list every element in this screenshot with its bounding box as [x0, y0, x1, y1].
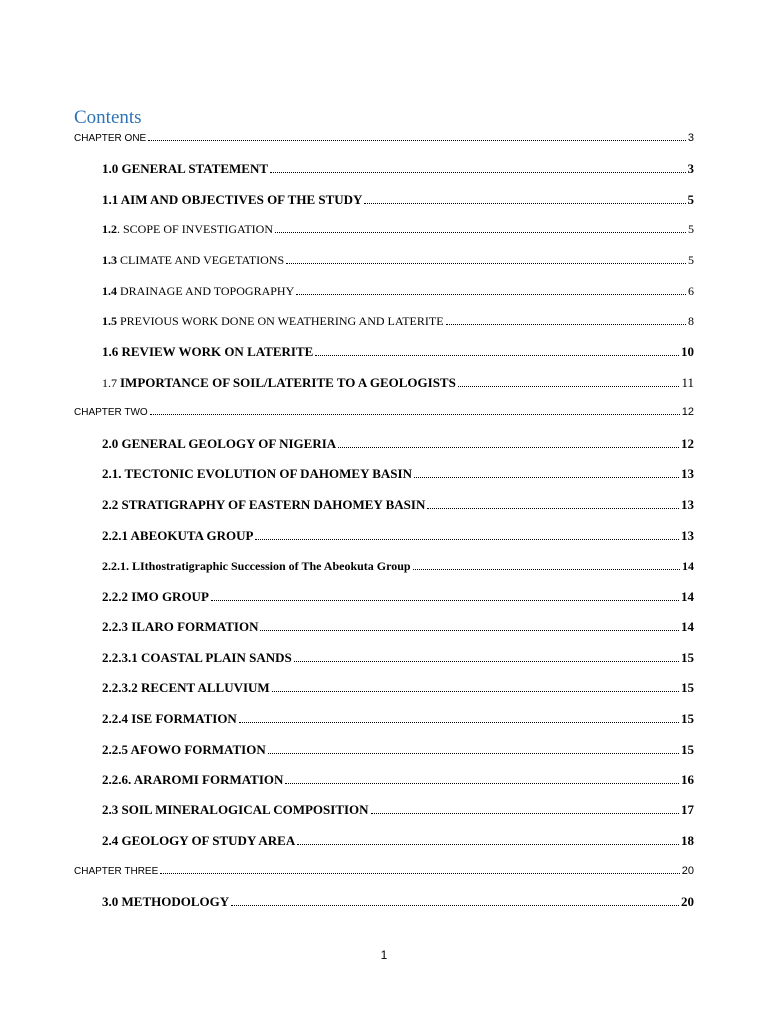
toc-label: IMPORTANCE OF SOIL/LATERITE TO A GEOLOGISTS	[120, 375, 456, 390]
toc-number: 2.2.2	[102, 589, 132, 604]
toc-number: 1.6	[102, 344, 122, 359]
toc-label: ABEOKUTA GROUP	[130, 528, 254, 543]
toc-leader	[231, 904, 679, 906]
toc-leader	[268, 752, 679, 754]
toc-label: CHAPTER ONE	[74, 133, 147, 144]
toc-page-number: 13	[681, 528, 694, 543]
toc-page-number: 15	[681, 742, 694, 757]
toc-label: LIthostratigraphic Succession of The Abeokuta Group	[132, 559, 411, 573]
toc-page-number: 5	[687, 192, 694, 207]
toc-leader	[413, 568, 680, 570]
toc-page-number: 8	[688, 314, 694, 328]
toc-label: IMO GROUP	[131, 589, 209, 604]
toc-entry[interactable]	[102, 802, 694, 818]
toc-entry-chapter-two[interactable]	[74, 406, 694, 418]
toc-page-number: 3	[687, 132, 694, 144]
toc-leader	[255, 538, 679, 540]
toc-label: GENERAL STATEMENT	[121, 161, 269, 176]
toc-label: COASTAL PLAIN SANDS	[141, 650, 292, 665]
toc-entry[interactable]	[102, 284, 694, 299]
toc-label: SOIL MINERALOGICAL COMPOSITION	[121, 802, 369, 817]
toc-label: PREVIOUS WORK DONE ON WEATHERING AND LATERITE	[120, 314, 444, 328]
toc-page-number: 14	[681, 619, 694, 634]
toc-entry[interactable]	[102, 344, 694, 360]
toc-leader	[338, 446, 679, 448]
toc-label: GENERAL GEOLOGY OF NIGERIA	[121, 436, 337, 451]
toc-label: RECENT ALLUVIUM	[141, 680, 270, 695]
toc-number: 1.1	[102, 192, 121, 207]
toc-label: METHODOLOGY	[121, 894, 230, 909]
toc-entry[interactable]	[102, 466, 694, 482]
toc-entry[interactable]	[102, 375, 694, 391]
toc-entry[interactable]	[102, 650, 694, 666]
toc-leader	[286, 262, 686, 264]
toc-page-number: 13	[681, 466, 694, 481]
toc-page-number: 17	[681, 802, 694, 817]
toc-number: 1.2	[102, 222, 117, 236]
toc-label: ILARO FORMATION	[131, 619, 259, 634]
toc-entry[interactable]	[102, 680, 694, 696]
toc-entry[interactable]	[102, 742, 694, 758]
toc-page-number: 20	[681, 865, 694, 877]
toc-entry[interactable]	[102, 619, 694, 635]
toc-number: 2.3	[102, 802, 122, 817]
toc-label: AFOWO FORMATION	[130, 742, 266, 757]
toc-entry[interactable]	[102, 192, 694, 208]
toc-number: 1.7	[102, 376, 120, 390]
toc-label: STRATIGRAPHY OF EASTERN DAHOMEY BASIN	[121, 497, 426, 512]
toc-leader	[294, 660, 679, 662]
toc-page-number: 15	[681, 650, 694, 665]
toc-label: AIM AND OBJECTIVES OF THE STUDY	[120, 192, 363, 207]
toc-leader	[272, 690, 679, 692]
toc-leader	[160, 872, 679, 874]
toc-page-number: 18	[681, 833, 694, 848]
toc-page-number: 16	[681, 772, 694, 787]
toc-label: CHAPTER THREE	[74, 866, 159, 877]
toc-leader	[296, 293, 686, 295]
toc-number: 2.2.3	[102, 619, 132, 634]
toc-page-number: 20	[681, 894, 694, 909]
toc-leader	[364, 202, 685, 204]
toc-page-number: 10	[681, 344, 694, 359]
toc-page-number: 11	[681, 375, 694, 390]
toc-leader	[371, 812, 679, 814]
toc-leader	[446, 323, 686, 325]
toc-leader	[275, 231, 686, 233]
toc-entry[interactable]	[102, 772, 694, 788]
toc-number: 2.2.4	[102, 711, 132, 726]
toc-leader	[150, 413, 680, 415]
toc-page-number: 5	[688, 222, 694, 236]
toc-number: 2.0	[102, 436, 122, 451]
toc-number: 2.2.3.2	[102, 680, 141, 695]
toc-leader	[260, 629, 679, 631]
toc-leader	[239, 721, 679, 723]
toc-entry[interactable]	[102, 711, 694, 727]
toc-page-number: 14	[681, 589, 694, 604]
toc-number: 1.0	[102, 161, 122, 176]
toc-label: CLIMATE AND VEGETATIONS	[120, 253, 285, 267]
toc-entry-chapter-three[interactable]	[74, 865, 694, 877]
toc-leader	[148, 139, 686, 141]
contents-heading: Contents	[74, 107, 142, 128]
toc-entry[interactable]	[102, 161, 694, 177]
toc-label: ISE FORMATION	[131, 711, 237, 726]
toc-number: 2.1.	[102, 466, 125, 481]
toc-entry[interactable]	[102, 559, 694, 574]
toc-number: 1.4	[102, 284, 120, 298]
toc-page-number: 12	[681, 436, 694, 451]
toc-number: 2.2.3.1	[102, 650, 141, 665]
toc-entry[interactable]	[102, 589, 694, 605]
toc-page-number: 14	[682, 559, 694, 573]
toc-leader	[211, 599, 679, 601]
toc-leader	[427, 507, 679, 509]
toc-leader	[315, 354, 679, 356]
toc-label: DRAINAGE AND TOPOGRAPHY	[120, 284, 295, 298]
toc-entry[interactable]	[102, 436, 694, 452]
toc-page-number: 15	[681, 711, 694, 726]
toc-label: TECTONIC EVOLUTION OF DAHOMEY BASIN	[124, 466, 412, 481]
toc-page-number: 15	[681, 680, 694, 695]
toc-number: 2.2.1	[102, 528, 131, 543]
page-footer-number: 1	[380, 948, 388, 962]
toc-page-number: 13	[681, 497, 694, 512]
toc-leader	[270, 171, 685, 173]
toc-leader	[414, 476, 679, 478]
toc-page-number: 3	[687, 161, 694, 176]
toc-number: 2.2.6.	[102, 772, 134, 787]
toc-entry[interactable]	[102, 894, 694, 910]
toc-page-number: 12	[681, 406, 694, 418]
toc-label: GEOLOGY OF STUDY AREA	[121, 833, 296, 848]
toc-leader	[285, 782, 679, 784]
toc-label: ARAROMI FORMATION	[133, 772, 284, 787]
toc-label: . SCOPE OF INVESTIGATION	[117, 222, 274, 236]
toc-page-number: 5	[688, 253, 694, 267]
toc-number: 2.2	[102, 497, 122, 512]
toc-label: REVIEW WORK ON LATERITE	[121, 344, 314, 359]
toc-entry[interactable]	[102, 253, 694, 268]
toc-number: 3.0	[102, 894, 122, 909]
toc-entry[interactable]	[102, 528, 694, 544]
toc-number: 2.2.5	[102, 742, 131, 757]
toc-entry[interactable]	[102, 497, 694, 513]
toc-entry-chapter-one[interactable]	[74, 132, 694, 144]
toc-entry[interactable]	[102, 222, 694, 237]
toc-number: 2.4	[102, 833, 122, 848]
toc-entry[interactable]	[102, 833, 694, 849]
toc-number: 1.5	[102, 314, 120, 328]
toc-number: 1.3	[102, 253, 120, 267]
toc-page-number: 6	[688, 284, 694, 298]
toc-leader	[458, 385, 680, 387]
toc-entry[interactable]	[102, 314, 694, 329]
toc-leader	[297, 843, 679, 845]
toc-number: 2.2.1.	[102, 559, 132, 573]
toc-label: CHAPTER TWO	[74, 407, 148, 418]
